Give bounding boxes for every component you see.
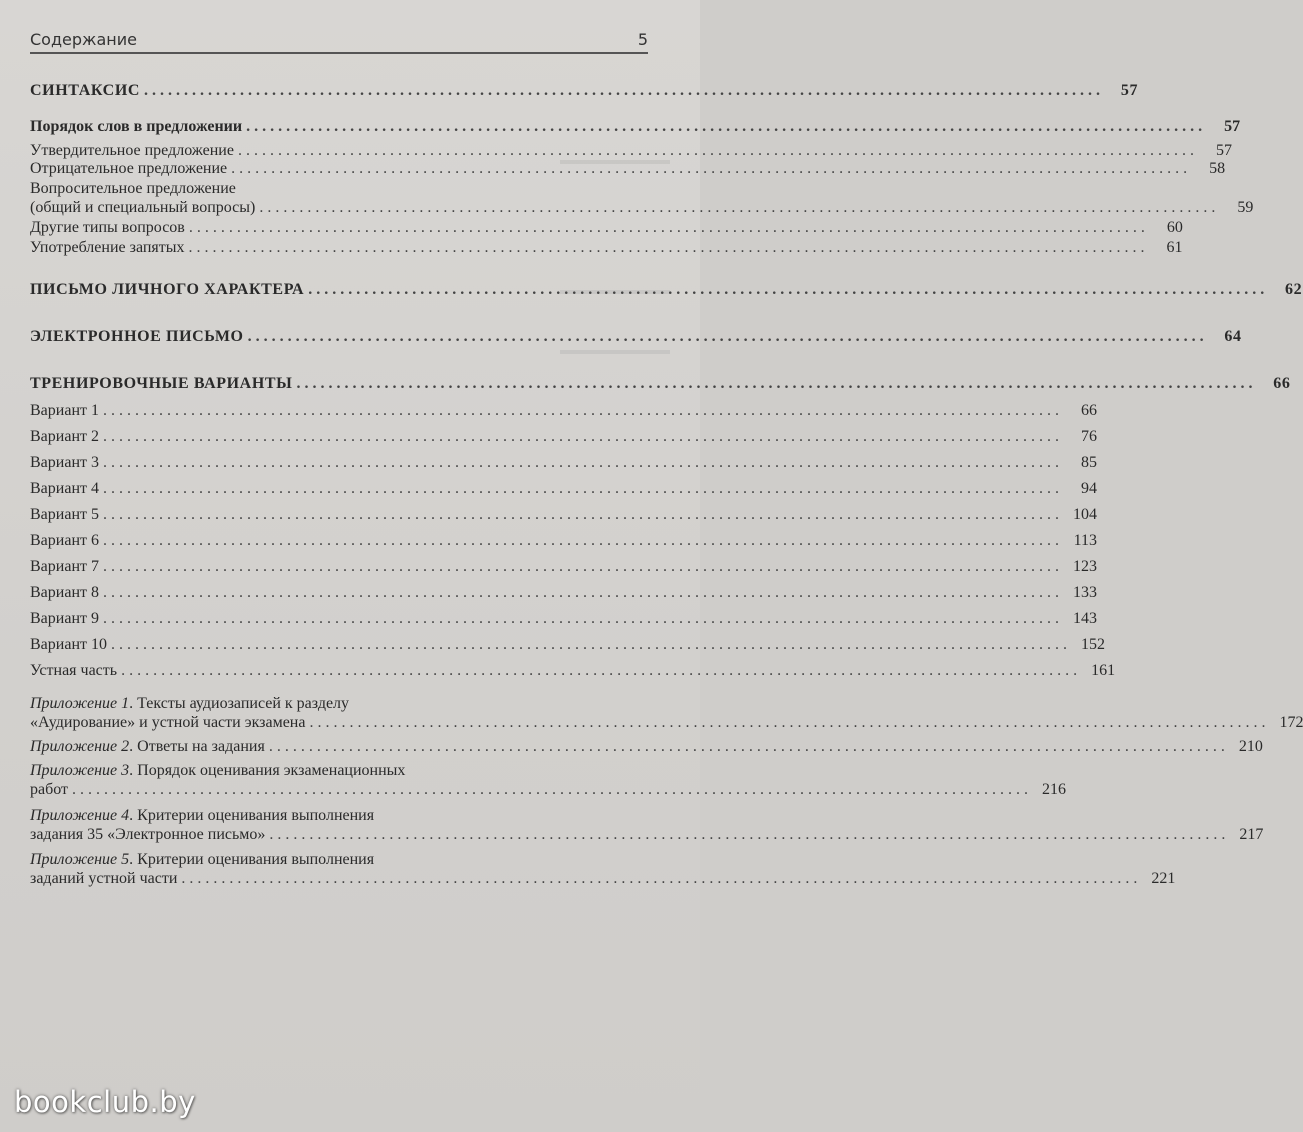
toc-entry-variant xyxy=(30,402,1097,419)
dot-leader: ........................................................................................................................ xyxy=(188,219,1149,236)
dot-leader: ........................................................................................................................ xyxy=(231,160,1192,177)
toc-entry-label: Вариант 7 xyxy=(30,558,99,575)
toc-entry-page: 62 xyxy=(1284,281,1303,298)
toc-entry-page: 172 xyxy=(1279,714,1303,731)
appendix-prefix: Приложение 5 xyxy=(30,851,130,868)
toc-entry-page: 210 xyxy=(1238,738,1263,755)
toc-entry-label: СИНТАКСИС xyxy=(30,82,141,99)
toc-entry-page: 152 xyxy=(1081,636,1105,653)
toc-entry-variant xyxy=(30,506,1097,523)
toc-entry-interrogative xyxy=(30,199,1254,216)
toc-entry-commas xyxy=(30,239,1183,256)
toc-entry-page: 216 xyxy=(1042,781,1067,798)
toc-entry-page: 221 xyxy=(1151,870,1176,887)
toc-entry-page: 85 xyxy=(1081,454,1097,471)
toc-entry-negative xyxy=(30,160,1226,177)
dot-leader: ........................................................................................................................ xyxy=(144,82,1105,99)
toc-entry-page: 113 xyxy=(1073,532,1097,549)
dot-leader: ........................................................................................................................ xyxy=(308,281,1269,298)
toc-entry-app3 xyxy=(30,781,1067,798)
toc-entry-label: ЭЛЕКТРОННОЕ ПИСЬМО xyxy=(30,328,244,345)
toc-entry-label: Вариант 5 xyxy=(30,506,99,523)
header-page-number: 5 xyxy=(637,30,648,49)
appendix-title: . Критерии оценивания выполнения xyxy=(129,851,375,868)
toc-entry-word-order xyxy=(30,118,1241,135)
toc-entry-personal-letter xyxy=(30,281,1303,298)
toc-entry-page: 59 xyxy=(1237,199,1254,216)
dot-leader: ........................................................................................................................ xyxy=(309,714,1270,731)
toc-entry-app1 xyxy=(30,714,1303,731)
toc-entry-app2 xyxy=(30,738,1263,755)
toc-entry-page: 60 xyxy=(1166,219,1183,236)
toc-entry-label: работ xyxy=(30,781,69,798)
appendix-prefix: Приложение 4 xyxy=(30,807,130,824)
dot-leader: ........................................................................................................................ xyxy=(103,558,1063,575)
dot-leader: ........................................................................................................................ xyxy=(103,454,1063,471)
dot-leader: ........................................................................................................................ xyxy=(103,532,1063,549)
toc-entry-label: «Аудирование» и устной части экзамена xyxy=(30,714,306,731)
appendix-title: . Критерии оценивания выполнения xyxy=(129,807,375,824)
toc-entry-label: задания 35 «Электронное письмо» xyxy=(30,826,266,843)
dot-leader: ........................................................................................................................ xyxy=(237,142,1198,159)
toc-entry-page: 57 xyxy=(1224,118,1241,135)
watermark: bookclub.by xyxy=(14,1085,196,1119)
dot-leader: ........................................................................................................................ xyxy=(103,480,1063,497)
page-header xyxy=(30,30,648,54)
toc-entry-label: Вариант 8 xyxy=(30,584,99,601)
dot-leader: ........................................................................................................................ xyxy=(111,636,1071,653)
toc-entry-variant xyxy=(30,454,1097,471)
toc-entry-label: Вариант 4 xyxy=(30,480,99,497)
table-of-contents xyxy=(30,80,1303,887)
dot-leader: ........................................................................................................................ xyxy=(259,199,1220,216)
toc-entry-label: Вариант 9 xyxy=(30,610,99,627)
toc-entry-label: Устная часть xyxy=(30,662,118,679)
toc-entry-label: Вариант 3 xyxy=(30,454,99,471)
toc-entry-page: 123 xyxy=(1073,558,1097,575)
toc-entry-page: 217 xyxy=(1239,826,1264,843)
toc-entry-variant xyxy=(30,610,1097,627)
toc-entry-label: Вариант 10 xyxy=(30,636,107,653)
toc-entry-page: 76 xyxy=(1081,428,1097,445)
toc-entry-page: 57 xyxy=(1120,82,1139,99)
appendix-prefix: Приложение 3 xyxy=(30,762,130,779)
toc-entry-other-questions xyxy=(30,219,1183,236)
toc-entry-training xyxy=(30,375,1291,392)
toc-entry-label xyxy=(30,738,265,755)
toc-entry-app5-line1 xyxy=(30,851,642,868)
header-title: Содержание xyxy=(30,30,137,49)
toc-entry-label: ТРЕНИРОВОЧНЫЕ ВАРИАНТЫ xyxy=(30,375,293,392)
appendix-title: . Порядок оценивания экзаменационных xyxy=(129,762,406,779)
toc-entry-variant xyxy=(30,532,1097,549)
toc-entry-label: Вариант 6 xyxy=(30,532,99,549)
toc-entry-label: Вариант 2 xyxy=(30,428,99,445)
dot-leader: ........................................................................................................................ xyxy=(103,506,1063,523)
dot-leader: ........................................................................................................................ xyxy=(103,428,1063,445)
toc-entry-app4 xyxy=(30,826,1264,843)
toc-entry-label: Другие типы вопросов xyxy=(30,219,185,236)
toc-entry-label: Порядок слов в предложении xyxy=(30,118,243,135)
toc-entry-page: 61 xyxy=(1166,239,1183,256)
dot-leader: ........................................................................................................................ xyxy=(121,662,1082,679)
toc-entry-label: Вариант 1 xyxy=(30,402,99,419)
dot-leader: ........................................................................................................................ xyxy=(103,584,1063,601)
toc-entry-page: 57 xyxy=(1215,142,1232,159)
toc-entry-label: Употребление запятых xyxy=(30,239,185,256)
toc-entry-page: 58 xyxy=(1209,160,1226,177)
appendix-title: . Ответы на задания xyxy=(129,738,265,755)
dot-leader: ........................................................................................................................ xyxy=(268,738,1229,755)
variants-list xyxy=(30,402,1105,653)
toc-entry-page: 161 xyxy=(1091,662,1116,679)
toc-entry-variant xyxy=(30,480,1097,497)
dot-leader: ........................................................................................................................ xyxy=(247,328,1208,345)
toc-entry-variant xyxy=(30,584,1097,601)
toc-entry-label: Отрицательное предложение xyxy=(30,160,228,177)
toc-entry-page: 64 xyxy=(1224,328,1242,345)
toc-entry-page: 66 xyxy=(1081,402,1097,419)
dot-leader: ........................................................................................................................ xyxy=(181,870,1142,887)
toc-entry-app1-line1 xyxy=(30,695,642,712)
toc-entry-interrogative-line1: Вопросительное предложение xyxy=(30,180,236,197)
dot-leader: ........................................................................................................................ xyxy=(103,610,1063,627)
dot-leader: ........................................................................................................................ xyxy=(296,375,1257,392)
toc-entry-syntax xyxy=(30,82,1139,99)
toc-entry-page: 133 xyxy=(1073,584,1097,601)
toc-entry-label: (общий и специальный вопросы) xyxy=(30,199,256,216)
toc-entry-app5 xyxy=(30,870,1176,887)
toc-entry-affirmative xyxy=(30,142,1232,159)
toc-entry-label: ПИСЬМО ЛИЧНОГО ХАРАКТЕРА xyxy=(30,281,305,298)
dot-leader: ........................................................................................................................ xyxy=(269,826,1230,843)
toc-entry-page: 66 xyxy=(1273,375,1291,392)
toc-entry-label: заданий устной части xyxy=(30,870,178,887)
toc-entry-app3-line1 xyxy=(30,762,642,779)
toc-entry-variant xyxy=(30,428,1097,445)
appendix-title: . Тексты аудиозаписей к разделу xyxy=(129,695,350,712)
toc-entry-page: 143 xyxy=(1073,610,1097,627)
dot-leader: ........................................................................................................................ xyxy=(103,402,1063,419)
toc-entry-email xyxy=(30,328,1242,345)
toc-entry-page: 104 xyxy=(1073,506,1097,523)
toc-entry-variant xyxy=(30,636,1105,653)
toc-entry-variant xyxy=(30,558,1097,575)
appendix-prefix: Приложение 1 xyxy=(30,695,130,712)
toc-entry-oral xyxy=(30,662,1116,679)
dot-leader: ........................................................................................................................ xyxy=(188,239,1149,256)
dot-leader: ........................................................................................................................ xyxy=(246,118,1207,135)
toc-entry-label: Утвердительное предложение xyxy=(30,142,234,159)
toc-entry-app4-line1 xyxy=(30,807,642,824)
appendix-prefix: Приложение 2 xyxy=(30,738,130,755)
dot-leader: ........................................................................................................................ xyxy=(72,781,1033,798)
toc-entry-page: 94 xyxy=(1081,480,1097,497)
